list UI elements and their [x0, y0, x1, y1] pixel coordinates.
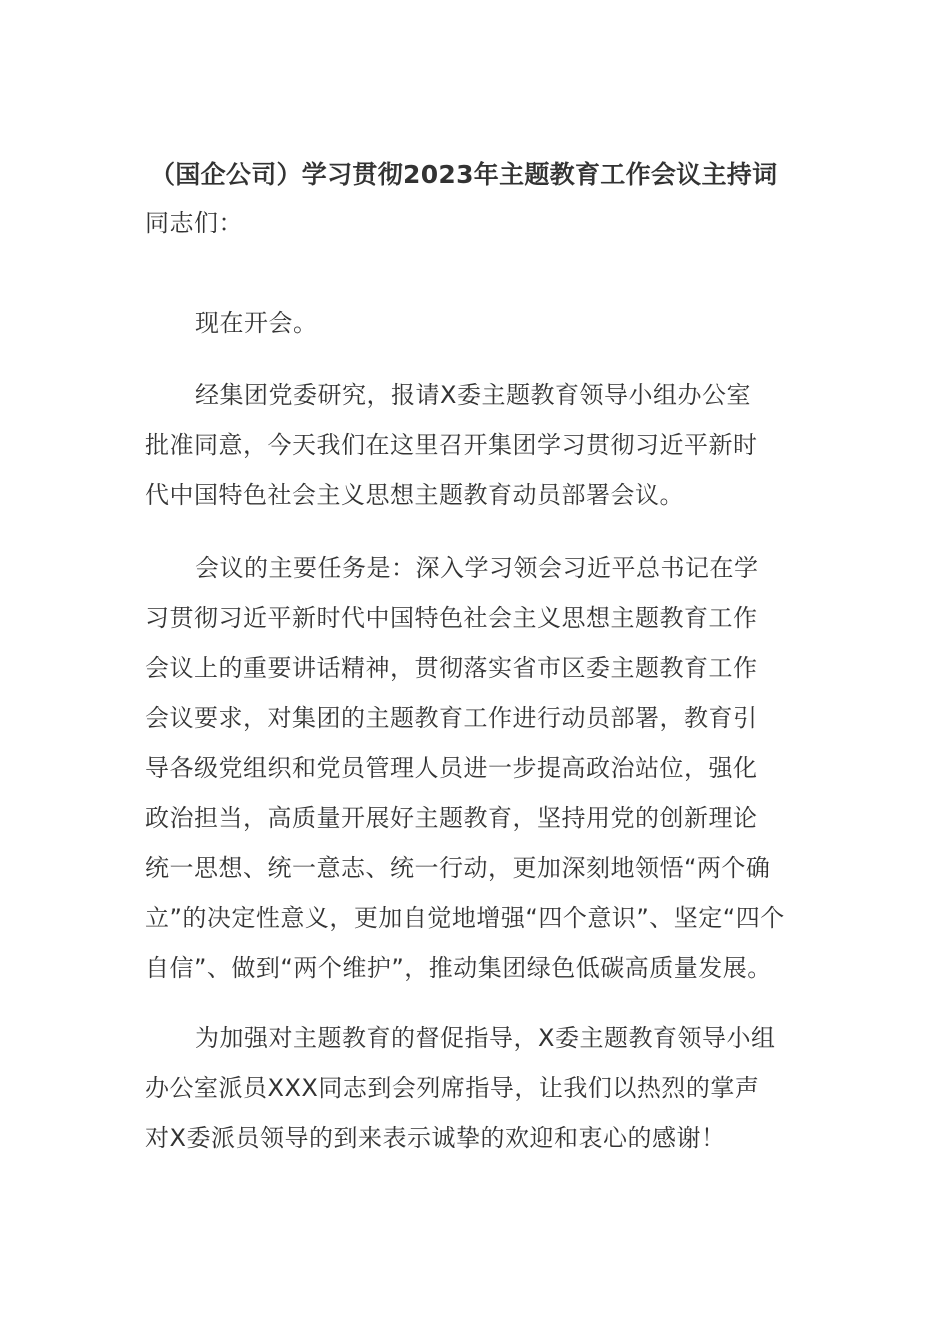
paragraph-welcome: [145, 1013, 775, 1163]
paragraph-approval: [145, 370, 758, 520]
paragraph-line: 批准同意，今天我们在这里召开集团学习贯彻习近平新时: [145, 431, 758, 459]
paragraph-line: 统一思想、统一意志、统一行动，更加深刻地领悟“两个确: [145, 854, 771, 882]
paragraph-line: 自信”、做到“两个维护”，推动集团绿色低碳高质量发展。: [145, 954, 772, 982]
paragraph-line: 办公室派员XXX同志到会列席指导，让我们以热烈的掌声: [145, 1074, 760, 1102]
paragraph-line: 立”的决定性意义，更加自觉地增强“四个意识”、坚定“四个: [145, 904, 785, 932]
paragraph-line: 对X委派员领导的到来表示诚挚的欢迎和衷心的感谢！: [145, 1124, 726, 1152]
paragraph-line: 代中国特色社会主义思想主题教育动员部署会议。: [145, 481, 684, 509]
paragraph-line: 导各级党组织和党员管理人员进一步提高政治站位，强化: [145, 754, 758, 782]
paragraph-line: 会议的主要任务是：深入学习领会习近平总书记在学: [195, 554, 759, 582]
paragraph-line: 政治担当，高质量开展好主题教育，坚持用党的创新理论: [145, 804, 758, 832]
paragraph-main-task: [145, 543, 785, 993]
paragraph-line: 为加强对主题教育的督促指导，X委主题教育领导小组: [195, 1024, 776, 1052]
greeting: [145, 198, 243, 248]
paragraph-line: 会议要求，对集团的主题教育工作进行动员部署，教育引: [145, 704, 758, 732]
paragraph-line: 会议上的重要讲话精神，贯彻落实省市区委主题教育工作: [145, 654, 758, 682]
greeting-text: 同志们：: [145, 209, 243, 237]
paragraph-line: 习贯彻习近平新时代中国特色社会主义思想主题教育工作: [145, 604, 758, 632]
paragraph-line: 经集团党委研究，报请X委主题教育领导小组办公室: [195, 381, 751, 409]
opening-text: 现在开会。: [195, 309, 318, 337]
opening-paragraph: [145, 298, 318, 348]
document-title: （国企公司）学习贯彻2023年主题教育工作会议主持词: [150, 160, 778, 189]
